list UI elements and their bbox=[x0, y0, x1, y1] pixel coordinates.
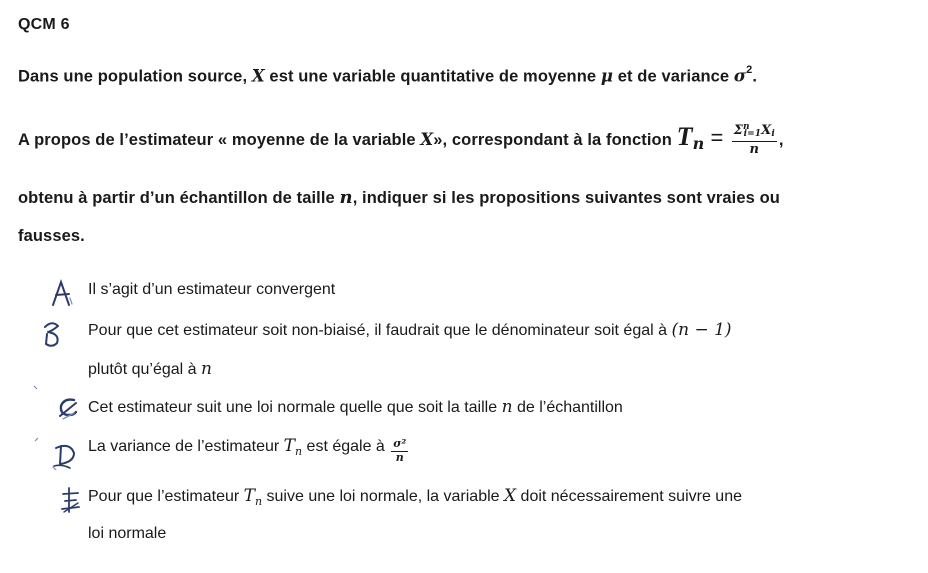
estimator-t: T bbox=[283, 436, 295, 456]
sum-x: X bbox=[761, 123, 772, 139]
variance-fraction bbox=[391, 438, 408, 464]
sigma-sum: Σ bbox=[733, 123, 743, 139]
var-x: X bbox=[251, 66, 265, 86]
stem-text: A propos de l’estimateur « moyenne de la variable bbox=[18, 131, 421, 149]
option-text: Pour que cet estimateur soit non-biaisé, il faudrait que le dénominateur soit égal à bbox=[88, 322, 672, 339]
stem-text: Dans une population source, bbox=[18, 67, 252, 86]
option-a[interactable] bbox=[88, 281, 335, 299]
estimator-t: T bbox=[243, 486, 255, 506]
option-text: suive une loi normale, la variable bbox=[262, 488, 504, 505]
stray-mark-icon bbox=[33, 385, 39, 391]
answer-mark-a[interactable] bbox=[48, 278, 76, 308]
subscript-n: n bbox=[295, 445, 303, 458]
var-sigma: σ bbox=[733, 66, 747, 86]
fraction-numerator: σ² bbox=[393, 437, 407, 450]
option-text: Il s’agit d’un estimateur convergent bbox=[88, 281, 336, 298]
option-c[interactable] bbox=[88, 397, 623, 417]
option-text: de l’échantillon bbox=[512, 399, 623, 416]
sum-upper: n bbox=[742, 122, 750, 133]
stem-text: est une variable quantitative de moyenne bbox=[264, 67, 601, 86]
option-b[interactable] bbox=[88, 320, 732, 340]
handwritten-d-icon bbox=[50, 440, 78, 470]
option-b-continued bbox=[88, 359, 212, 379]
answer-mark-b[interactable] bbox=[38, 318, 66, 348]
handwritten-a-icon bbox=[48, 278, 76, 308]
stem-line-3 bbox=[18, 187, 780, 208]
answer-mark-d[interactable] bbox=[50, 440, 78, 470]
stem-text: , indiquer si les propositions suivantes sont vraies ou bbox=[352, 189, 780, 207]
fraction-denominator: n bbox=[749, 142, 760, 158]
subscript-n: n bbox=[254, 495, 263, 508]
estimator-t: T bbox=[676, 122, 693, 151]
fraction-denominator: n bbox=[395, 451, 404, 464]
sum-i: i bbox=[771, 129, 775, 140]
answer-mark-c[interactable] bbox=[54, 393, 82, 423]
option-text: La variance de l’estimateur bbox=[88, 438, 284, 455]
stem-text: obtenu à partir d’un échantillon de taille bbox=[18, 189, 340, 207]
option-e-continued bbox=[88, 525, 166, 543]
var-x: X bbox=[503, 486, 517, 506]
option-text: plutôt qu’égal à bbox=[88, 361, 201, 378]
question-title: QCM 6 bbox=[18, 16, 70, 33]
stem-text: », correspondant à la fonction bbox=[433, 131, 677, 149]
stray-mark-icon bbox=[34, 437, 40, 443]
sum-lower: i=1 bbox=[743, 129, 762, 140]
option-d[interactable] bbox=[88, 436, 410, 464]
equals-sign: = bbox=[704, 125, 730, 150]
handwritten-e-icon bbox=[58, 485, 86, 515]
stem-text: . bbox=[752, 67, 758, 86]
stem-line-1 bbox=[18, 66, 757, 87]
var-mu: μ bbox=[600, 66, 614, 86]
handwritten-b-icon bbox=[38, 318, 66, 348]
answer-mark-e[interactable] bbox=[58, 485, 86, 515]
var-n: n bbox=[501, 397, 513, 417]
var-n: n bbox=[200, 359, 212, 379]
subscript-n: n bbox=[692, 134, 705, 153]
option-text: Cet estimateur suit une loi normale quelle que soit la taille bbox=[88, 399, 502, 416]
exponent: 2 bbox=[746, 64, 753, 76]
stem-line-4: fausses. bbox=[18, 227, 85, 245]
fraction-numerator bbox=[732, 123, 777, 142]
handwritten-c-icon bbox=[54, 393, 82, 423]
stem-line-2 bbox=[18, 122, 784, 158]
option-text: doit nécessairement suivre une bbox=[516, 488, 742, 505]
var-n: n bbox=[339, 187, 353, 208]
mean-fraction bbox=[732, 123, 777, 158]
option-text: loi normale bbox=[88, 525, 167, 542]
var-x: X bbox=[420, 130, 434, 149]
option-text: Pour que l’estimateur bbox=[88, 488, 244, 505]
expr-n-minus-1: (n − 1) bbox=[671, 320, 732, 340]
stem-comma: , bbox=[778, 131, 784, 149]
option-e[interactable] bbox=[88, 486, 742, 508]
stem-text: et de variance bbox=[613, 67, 734, 86]
option-text: est égale à bbox=[302, 438, 390, 455]
